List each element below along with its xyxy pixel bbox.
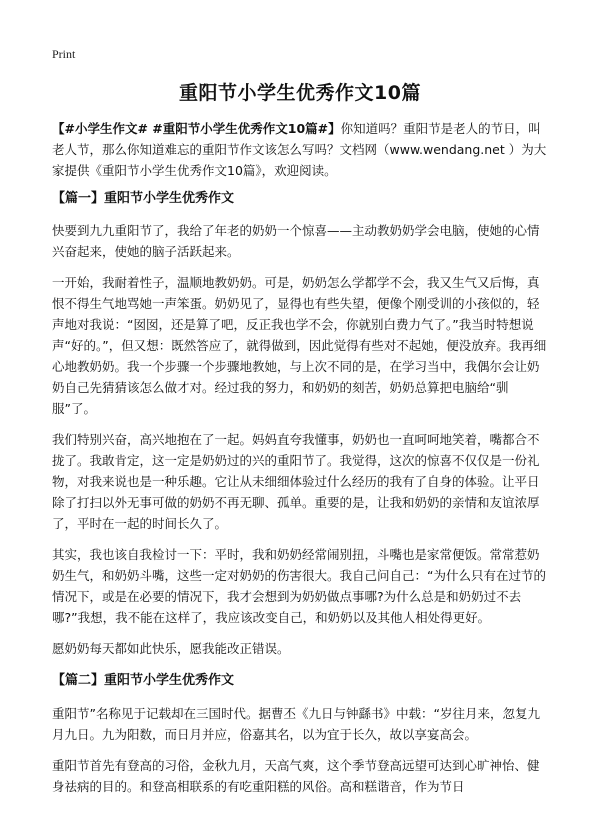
page-title: 重阳节小学生优秀作文10篇 [179,82,421,104]
paragraph: 其实，我也该自我检讨一下：平时，我和奶奶经常闹别扭，斗嘴也是家常便饭。常常惹奶奶生气，和奶奶斗嘴，这些一定对奶奶的伤害很大。我自己问自己：“为什么只有在过节的情况下，或是在必要的情况下，我才会想到为奶奶做点事哪?为什么总是和奶奶过不去哪?”我想，我不能在这样了，我应该改变自己，和奶奶以及其他人相处得更好。 [52,547,546,625]
intro-paragraph [52,118,549,181]
paragraph: 一开始，我耐着性子，温顺地教奶奶。可是，奶奶怎么学都学不会，我又生气又后悔，真恨不得生气地骂她一声笨蛋。奶奶见了，显得也有些失望，便像个刚受训的小孩似的，轻声地对我说：“囡囡，还是算了吧，反正我也学不会，你就别白费力气了。”我当时特想说声“好的。”，但又想：既然答应了，就得做到，因此觉得有些对不起她，便没放弃。我再细心地教奶奶。我一个步骤一个步骤地教她，与上次不同的是，在学习当中，我偶尔会让奶奶自己先猜猜该怎么做才对。经过我的努力，和奶奶的刻苦，奶奶总算把电脑给“驯服”了。 [52,275,547,416]
paragraph: 重阳节首先有登高的习俗，金秋九月，天高气爽，这个季节登高远望可达到心旷神怡、健身祛病的目的。和登高相联系的有吃重阳糕的风俗。高和糕谐音，作为节日 [52,758,540,794]
print-label: Print [52,47,76,61]
article-body [52,118,549,797]
intro-text: 你知道吗？重阳节是老人的节日，叫老人节，那么你知道难忘的重阳节作文该怎么写吗？文档网（www.wendang.net ）为大家提供《重阳节小学生优秀作文10篇》，欢迎阅读。 [52,121,547,178]
paragraph: 我们特别兴奋，高兴地抱在了一起。妈妈直夸我懂事，奶奶也一直呵呵地笑着，嘴都合不拢了。我敢肯定，这一定是奶奶过的兴的重阳节了。我觉得，这次的惊喜不仅仅是一份礼物，对我来说也是一种乐趣。它让从未细细体验过什么经历的我有了自身的体验。让平日除了打扫以外无事可做的奶奶不再无聊、孤单。重要的是，让我和奶奶的亲情和友谊浓厚了，平时在一起的时间长久了。 [52,432,540,531]
paragraph: 快要到九九重阳节了，我给了年老的奶奶一个惊喜——主动教奶奶学会电脑，使她的心情兴奋起来，使她的脑子活跃起来。 [52,223,540,259]
paragraph: 重阳节”名称见于记载却在三国时代。据曹丕《九日与钟繇书》中载：“岁往月来，忽复九月九日。九为阳数，而日月并应，俗嘉其名，以为宜于长久，故以享宴高会。 [52,706,540,742]
section-heading-2: 【篇二】重阳节小学生优秀作文 [52,673,235,688]
paragraph: 愿奶奶每天都如此快乐，愿我能改正错误。 [52,641,290,656]
section-heading-1: 【篇一】重阳节小学生优秀作文 [52,191,235,206]
intro-tags: 【#小学生作文# #重阳节小学生优秀作文10篇#】 [52,121,341,136]
